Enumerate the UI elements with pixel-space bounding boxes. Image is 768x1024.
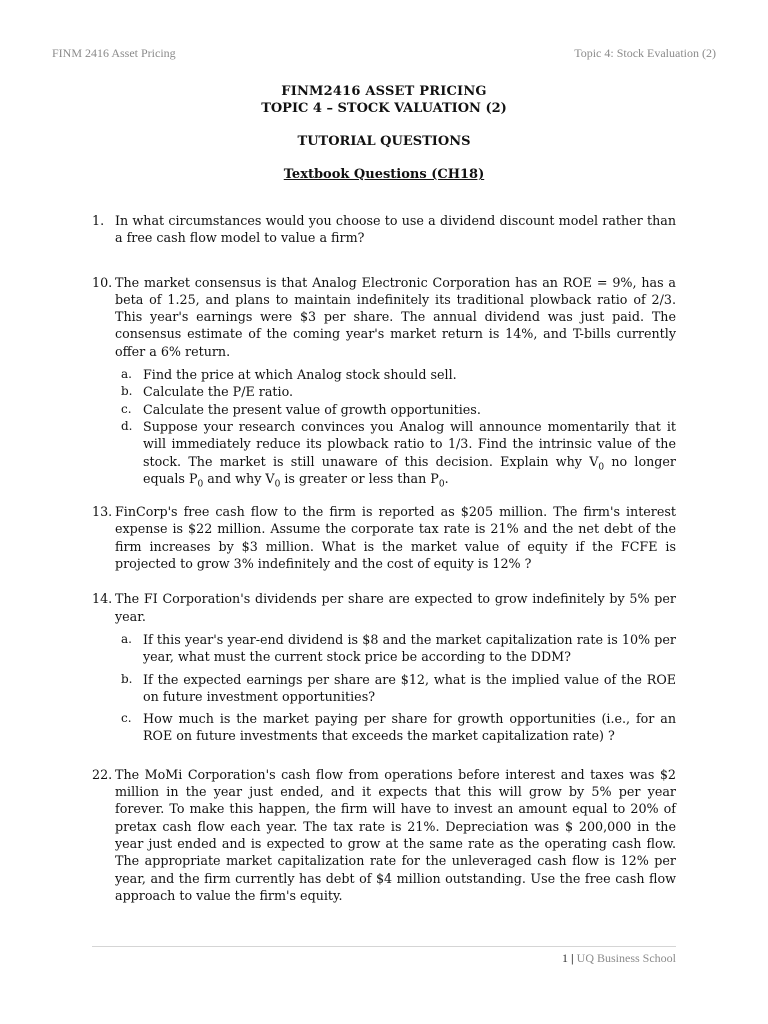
question-text: The MoMi Corporation's cash flow from operations before interest and taxes was $2 million in the year just ended, and it expects that this will grow by 5% per year forever. To make this happen, the firm will have to invest an amount equal to 20% of pretax cash flow each year. The tax rate is 21%. Depreciation was $ 200,000 in the year just ended and is expected to grow at the same rate as the operating cash flow. The appropriate market capitalization rate for the unleveraged cash flow is 12% per year, and the firm currently has debt of $4 million outstanding. Use the free cash flow approach to value the firm's equity.	[115, 766, 676, 903]
sub-question-text: If this year's year-end dividend is $8 and the market capitalization rate is 10% per year, what must the current stock price be according to the DDM?	[143, 631, 676, 665]
question-text: FinCorp's free cash flow to the firm is reported as $205 million. The firm's interest expense is $22 million. Assume the corporate tax rate is 21% and the net debt of the firm increases by $3 million. What is the market value of equity if the FCFE is projected to grow 3% indefinitely and the cost of equity is 12% ?	[115, 504, 676, 572]
sub-question-letter: c.	[121, 711, 132, 726]
subscript: 0	[274, 479, 281, 490]
sub-question-text: How much is the market paying per share for growth opportunities (i.e., for an ROE on future investments that exceeds the market capitalization rate) ?	[143, 711, 676, 744]
questions-body	[92, 212, 676, 904]
footer-divider	[92, 946, 676, 947]
header-topic: Topic 4: Stock Evaluation (2)	[574, 46, 716, 60]
sub-question-letter: d.	[121, 418, 133, 433]
course-title: FINM2416 ASSET PRICING	[281, 84, 487, 99]
sub-question-text: Calculate the P/E ratio.	[143, 384, 294, 400]
title-block	[0, 84, 768, 182]
sub-question-b	[115, 383, 676, 400]
question-text: The FI Corporation's dividends per share are expected to grow indefinitely by 5% per year.	[115, 591, 676, 624]
sub-question-b	[115, 671, 676, 706]
sub-question-letter: a.	[121, 367, 132, 382]
text-fragment: is greater or less than P	[280, 470, 439, 486]
sub-question-text: If the expected earnings per share are $12, what is the implied value of the ROE on future investment opportunities?	[143, 671, 676, 704]
sub-question-c	[115, 710, 676, 745]
sub-question-list	[115, 631, 676, 745]
sub-question-letter: b.	[121, 384, 133, 399]
running-header	[52, 46, 716, 61]
text-fragment: .	[444, 470, 449, 486]
question-number: 13.	[92, 504, 113, 520]
question-22	[92, 766, 676, 904]
sub-question-letter: b.	[121, 671, 133, 686]
subsection-heading: Textbook Questions (CH18)	[283, 167, 485, 182]
header-course: FINM 2416 Asset Pricing	[52, 46, 176, 60]
subscript: 0	[438, 479, 445, 490]
question-number: 22.	[92, 766, 113, 782]
section-heading: TUTORIAL QUESTIONS	[297, 134, 471, 149]
question-13	[92, 503, 676, 572]
question-1	[92, 212, 676, 247]
sub-question-letter: c.	[121, 401, 132, 416]
question-number: 14.	[92, 591, 113, 607]
sub-question-d	[115, 418, 676, 490]
footer-separator: |	[571, 951, 574, 965]
question-14	[92, 590, 676, 744]
question-number: 10.	[92, 274, 113, 290]
school-name: UQ Business School	[576, 951, 676, 965]
page-number: 1	[562, 951, 568, 965]
text-fragment: and why V	[203, 470, 275, 486]
question-number: 1.	[92, 213, 105, 228]
sub-question-a	[115, 631, 676, 666]
sub-question-text	[143, 418, 676, 490]
topic-title: TOPIC 4 – STOCK VALUATION (2)	[261, 101, 507, 116]
sub-question-list	[115, 366, 676, 490]
subscript: 0	[598, 462, 605, 473]
subscript: 0	[197, 479, 204, 490]
page-footer	[562, 951, 676, 966]
question-text: In what circumstances would you choose to use a dividend discount model rather than a free cash flow model to value a firm?	[115, 213, 676, 246]
sub-question-a	[115, 366, 676, 383]
question-10	[92, 274, 676, 488]
sub-question-letter: a.	[121, 631, 132, 646]
text-fragment: no longer equals P	[143, 453, 676, 486]
sub-question-c	[115, 401, 676, 418]
text-fragment: Suppose your research convinces you Analog will announce momentarily that it will immediately reduce its plowback ratio to 1/3. Find the intrinsic value of the stock. The market is still unaware of this decision. Explain why V	[143, 418, 676, 469]
sub-question-text: Calculate the present value of growth opportunities.	[143, 401, 481, 417]
sub-question-text: Find the price at which Analog stock should sell.	[143, 367, 457, 383]
question-text: The market consensus is that Analog Electronic Corporation has an ROE = 9%, has a beta of 1.25, and plans to maintain indefinitely its traditional plowback ratio of 2/3. This year's earnings were $3 per share. The annual dividend was just paid. The consensus estimate of the coming year's market return is 14%, and T-bills currently offer a 6% return.	[115, 274, 676, 359]
